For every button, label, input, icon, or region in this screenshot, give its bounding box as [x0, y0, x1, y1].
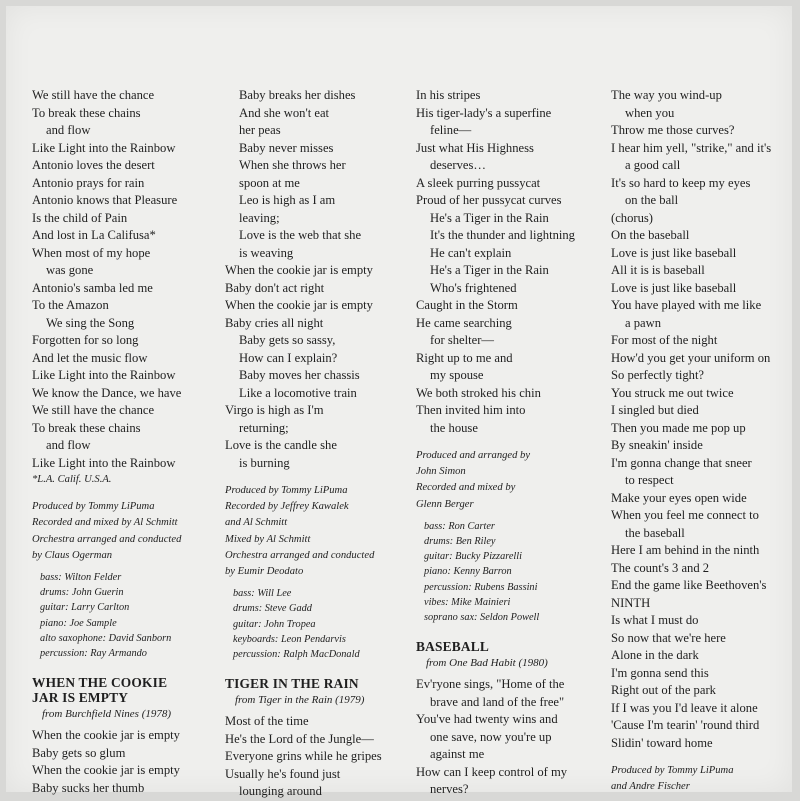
- credit-line: Produced by Tommy LiPuma: [32, 501, 155, 513]
- lyric-line: Antonio's samba led me: [32, 280, 153, 295]
- credit-line: Produced and arranged by: [416, 450, 531, 461]
- lyric-line: His tiger-lady's a superfine: [416, 105, 552, 120]
- lyrics-block: [32, 727, 181, 797]
- lyric-line: All it is is baseball: [611, 263, 705, 277]
- lyric-line: Baby gets so sassy,: [239, 333, 336, 347]
- lyric-line: Baby gets so glum: [32, 745, 126, 760]
- lyric-line: Here I am behind in the ninth: [611, 543, 760, 557]
- lyric-line: End the game like Beethoven's: [611, 578, 767, 592]
- lyric-line: Most of the time: [225, 714, 309, 729]
- lyric-line: and flow: [46, 123, 91, 137]
- lyric-line: The way you wind-up: [611, 88, 722, 102]
- lyric-line: and flow: [46, 438, 91, 452]
- musician-line: vibes: Mike Mainieri: [424, 596, 511, 608]
- song-title: BASEBALL: [416, 639, 490, 655]
- lyric-line: Is what I must do: [611, 613, 699, 627]
- lyric-line: Slidin' toward home: [611, 735, 713, 750]
- song-source: from One Bad Habit (1980): [426, 657, 548, 670]
- lyric-line: You have played with me like: [611, 298, 762, 312]
- lyric-line: (chorus): [611, 210, 653, 225]
- lyric-line: Baby breaks her dishes: [239, 88, 356, 102]
- credit-line: Produced by Tommy LiPuma: [225, 485, 348, 496]
- lyric-line: Make your eyes open wide: [611, 490, 747, 505]
- musician-line: keyboards: Leon Pendarvis: [233, 633, 346, 645]
- booklet-page: [6, 6, 792, 799]
- musician-line: percussion: Ray Armando: [40, 648, 147, 660]
- lyric-line: Like Light into the Rainbow: [32, 140, 176, 155]
- musician-line: bass: Wilton Felder: [40, 572, 122, 584]
- lyric-line: Like a locomotive train: [239, 385, 357, 400]
- production-credits: [611, 763, 771, 795]
- lyric-line: my spouse: [430, 368, 484, 382]
- lyrics-block: [225, 87, 382, 472]
- lyrics-block: [225, 713, 382, 801]
- musician-line: alto saxophone: David Sanborn: [40, 632, 172, 644]
- lyric-line: By sneakin' inside: [611, 438, 703, 452]
- lyric-line: to respect: [625, 473, 674, 487]
- lyric-line: Baby sucks her thumb: [32, 780, 145, 795]
- lyrics-block: [32, 87, 181, 472]
- musician-line: drums: Ben Riley: [424, 536, 496, 548]
- lyric-line: Is the child of Pain: [32, 210, 128, 225]
- lyric-line: When the cookie jar is empty: [32, 728, 180, 743]
- lyric-line: Baby moves her chassis: [239, 368, 360, 382]
- credit-line: Recorded and mixed by: [416, 482, 516, 494]
- musician-line: piano: Joe Sample: [40, 617, 117, 629]
- credit-line: Orchestra arranged and conducted: [32, 533, 182, 545]
- lyrics-block: [416, 87, 575, 437]
- lyric-line: 'Cause I'm tearin' 'round third: [611, 718, 760, 732]
- lyric-line: A sleek purring pussycat: [416, 175, 541, 190]
- lyric-line: He's the Lord of the Jungle—: [225, 731, 374, 746]
- lyric-line: Leo is high as I am: [239, 193, 336, 207]
- credit-line: and Al Schmitt: [225, 517, 288, 529]
- lyric-line: was gone: [46, 263, 94, 277]
- musician-line: percussion: Rubens Bassini: [424, 581, 538, 593]
- lyric-line: lounging around: [239, 784, 322, 799]
- lyric-line: a pawn: [625, 315, 662, 330]
- lyric-line: The count's 3 and 2: [611, 560, 710, 575]
- column-4: [611, 87, 771, 795]
- lyric-line: against me: [430, 747, 485, 762]
- lyric-line: In his stripes: [416, 88, 481, 102]
- lyric-line: Right out of the park: [611, 683, 716, 697]
- credit-line: by Eumir Deodato: [225, 566, 304, 578]
- musician-line: soprano sax: Seldon Powell: [424, 612, 540, 624]
- lyric-line: Love is just like baseball: [611, 280, 737, 295]
- lyric-line: Antonio knows that Pleasure: [32, 193, 178, 207]
- lyric-line: Proud of her pussycat curves: [416, 193, 562, 207]
- lyric-line: When she throws her: [239, 158, 346, 172]
- lyric-line: When the cookie jar is empty: [225, 263, 373, 277]
- credit-line: by Claus Ogerman: [32, 549, 113, 561]
- credit-line: and Andre Fischer: [611, 781, 690, 793]
- lyrics-block: [416, 676, 575, 799]
- lyric-line: He's a Tiger in the Rain: [430, 210, 549, 225]
- column-1: [32, 87, 181, 797]
- lyric-line: deserves…: [430, 158, 486, 172]
- lyric-line: Usually he's found just: [225, 766, 341, 781]
- lyric-line: a good call: [625, 158, 681, 172]
- lyric-line: So perfectly tight?: [611, 368, 705, 382]
- lyric-line: We still have the chance: [32, 403, 155, 417]
- lyric-line: And let the music flow: [32, 350, 148, 365]
- lyric-line: Ev'ryone sings, "Home of the: [416, 677, 565, 692]
- lyric-line: one save, now you're up: [430, 729, 552, 744]
- lyric-line: returning;: [239, 420, 289, 435]
- lyric-line: I'm gonna change that sneer: [611, 455, 752, 470]
- lyric-line: Like Light into the Rainbow: [32, 368, 176, 382]
- lyric-line: Like Light into the Rainbow: [32, 455, 176, 470]
- lyric-line: Then you made me pop up: [611, 420, 746, 435]
- lyric-line: feline—: [430, 123, 472, 137]
- lyric-line: To break these chains: [32, 105, 141, 120]
- lyric-line: He's a Tiger in the Rain: [430, 263, 549, 277]
- lyric-line: So now that we're here: [611, 630, 726, 645]
- lyric-line: We sing the Song: [46, 315, 135, 330]
- lyric-line: When the cookie jar is empty: [32, 763, 180, 778]
- musician-line: bass: Ron Carter: [424, 520, 495, 532]
- credit-line: Mixed by Al Schmitt: [225, 533, 311, 545]
- lyric-line: He came searching: [416, 315, 512, 330]
- lyric-line: How can I explain?: [239, 350, 338, 365]
- production-credits: [32, 499, 181, 564]
- lyric-line: Baby never misses: [239, 140, 334, 155]
- song-source: from Burchfield Nines (1978): [42, 708, 172, 721]
- lyric-line: You struck me out twice: [611, 385, 734, 400]
- lyric-line: I singled but died: [611, 403, 699, 417]
- lyric-line: How'd you get your uniform on: [611, 350, 771, 365]
- lyric-line: Everyone grins while he gripes: [225, 749, 382, 764]
- lyric-line: Love is the candle she: [225, 438, 337, 452]
- lyric-line: It's so hard to keep my eyes: [611, 175, 751, 190]
- lyric-line: Virgo is high as I'm: [225, 403, 324, 417]
- lyric-line: To the Amazon: [32, 298, 109, 312]
- lyric-line: I hear him yell, "strike," and it's: [611, 140, 772, 155]
- production-credits: [416, 448, 575, 513]
- lyric-line: We both stroked his chin: [416, 385, 541, 400]
- lyric-line: Forgotten for so long: [32, 333, 139, 347]
- musician-credits: [225, 586, 382, 662]
- musician-line: guitar: John Tropea: [233, 618, 316, 630]
- lyric-line: When the cookie jar is empty: [225, 298, 373, 312]
- lyric-line: And she won't eat: [239, 105, 330, 120]
- lyric-line: When you feel me connect to: [611, 508, 759, 522]
- lyric-line: How can I keep control of my: [416, 764, 568, 779]
- song-title: TIGER IN THE RAIN: [225, 676, 359, 692]
- lyric-line: Throw me those curves?: [611, 123, 735, 137]
- musician-credits: [416, 519, 575, 625]
- lyric-line: is weaving: [239, 245, 294, 260]
- credit-line: Glenn Berger: [416, 498, 474, 510]
- lyric-line: for shelter—: [430, 333, 494, 347]
- lyric-line: Right up to me and: [416, 350, 513, 365]
- lyric-line: He can't explain: [430, 245, 512, 260]
- column-2: [225, 87, 382, 801]
- lyric-line: I'm gonna send this: [611, 665, 709, 680]
- lyrics-block: [611, 87, 771, 752]
- lyric-line: It's the thunder and lightning: [430, 228, 575, 242]
- lyric-line: on the ball: [625, 193, 679, 207]
- musician-line: drums: Steve Gadd: [233, 603, 312, 615]
- lyric-line: Antonio loves the desert: [32, 158, 155, 172]
- lyric-line: NINTH: [611, 595, 651, 610]
- lyric-line: the baseball: [625, 525, 685, 540]
- lyric-line: Baby don't act right: [225, 280, 325, 295]
- lyric-line: Baby cries all night: [225, 315, 324, 330]
- lyric-line: When most of my hope: [32, 245, 151, 260]
- musician-line: piano: Kenny Barron: [424, 566, 512, 578]
- footnote: *L.A. Calif. U.S.A.: [32, 474, 112, 485]
- lyric-line: nerves?: [430, 782, 469, 797]
- lyric-line: We still have the chance: [32, 88, 155, 102]
- lyric-line: Alone in the dark: [611, 648, 699, 662]
- lyric-line: Who's frightened: [430, 280, 517, 295]
- lyric-line: Love is just like baseball: [611, 245, 737, 260]
- credit-line: Produced by Tommy LiPuma: [611, 765, 734, 776]
- lyric-line: You've had twenty wins and: [416, 712, 558, 727]
- column-3: [416, 87, 575, 799]
- lyric-line: is burning: [239, 455, 290, 470]
- lyric-line: her peas: [239, 123, 281, 137]
- lyric-line: And lost in La Califusa*: [32, 228, 156, 242]
- song-title: WHEN THE COOKIE: [32, 675, 168, 691]
- song-source: from Tiger in the Rain (1979): [235, 694, 365, 707]
- musician-line: guitar: Bucky Pizzarelli: [424, 551, 522, 563]
- lyric-line: We know the Dance, we have: [32, 385, 182, 400]
- credit-line: Orchestra arranged and conducted: [225, 549, 375, 561]
- musician-line: drums: John Guerin: [40, 587, 124, 599]
- musician-line: guitar: Larry Carlton: [40, 602, 130, 614]
- lyric-line: To break these chains: [32, 420, 141, 435]
- lyric-line: the house: [430, 420, 478, 435]
- credit-line: John Simon: [416, 466, 466, 478]
- lyric-line: For most of the night: [611, 333, 718, 347]
- lyric-line: On the baseball: [611, 228, 690, 242]
- lyric-line: Caught in the Storm: [416, 298, 518, 312]
- lyric-line: brave and land of the free": [430, 694, 565, 709]
- musician-line: percussion: Ralph MacDonald: [233, 649, 360, 661]
- credit-line: Recorded by Jeffrey Kawalek: [225, 501, 349, 513]
- lyric-line: leaving;: [239, 210, 280, 225]
- lyric-line: Just what His Highness: [416, 140, 534, 155]
- production-credits: [225, 483, 382, 580]
- lyric-line: spoon at me: [239, 175, 300, 190]
- song-title-continued: JAR IS EMPTY: [32, 690, 129, 706]
- musician-line: bass: Will Lee: [233, 588, 292, 600]
- lyric-line: If I was you I'd leave it alone: [611, 700, 758, 715]
- musician-credits: [32, 570, 181, 661]
- lyric-line: Antonio prays for rain: [32, 175, 145, 190]
- lyric-line: Love is the web that she: [239, 228, 362, 242]
- lyric-line: Then invited him into: [416, 403, 526, 417]
- credit-line: Recorded and mixed by Al Schmitt: [32, 517, 178, 529]
- lyric-line: when you: [625, 105, 675, 120]
